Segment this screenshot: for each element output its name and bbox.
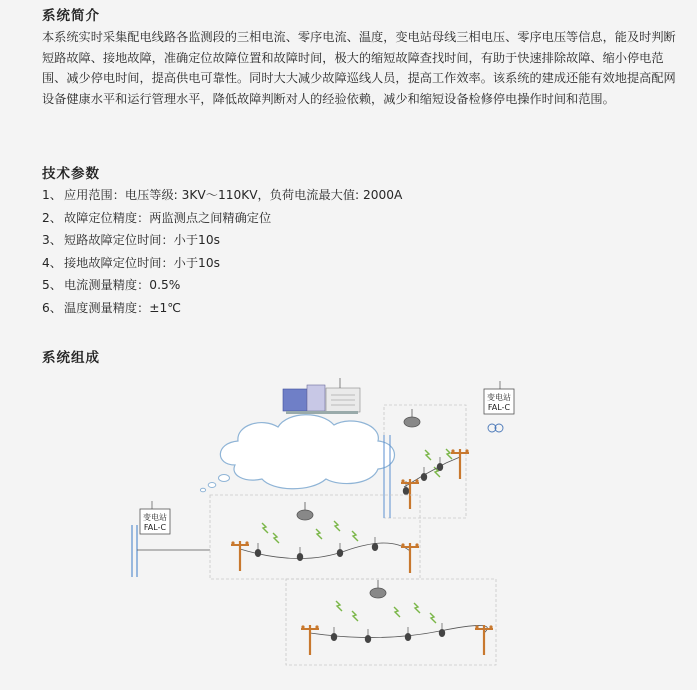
- list-item: 1、 应用范围：电压等级: 3KV～110KV，负荷电流最大值: 2000A: [42, 188, 403, 202]
- substation-right-model: FAL-C: [487, 403, 511, 412]
- cloud-network-icon: [200, 415, 394, 492]
- system-diagram: [0, 375, 697, 690]
- composition-heading: 系统组成: [42, 350, 100, 366]
- substation-right-name: 变电站: [487, 393, 511, 402]
- list-item: 5、 电流测量精度：0.5%: [42, 278, 181, 293]
- section-frame-right: [384, 405, 466, 518]
- intro-paragraph: 本系统实时采集配电线路各监测段的三相电流、零序电流、温度，变电站母线三相电压、零序电压等信息，能及时判断短路故障、接地故障，准确定位故障位置和故障时间，极大的缩短故障查找时间，有助于快速排除故障、缩小停电范围、减少停电时间，提高供电可靠性。同时大大减少故障巡线人员，提高工作效率。该系统的建成还能有效地提高配网设备健康水平和运行管理水平，降低故障判断对人的经验依赖，减少和缩短设备检修停电操作时间和范围。: [42, 30, 676, 106]
- section-frame-middle: [210, 495, 420, 579]
- list-item: 2、 故障定位精度：两监测点之间精确定位: [42, 210, 272, 225]
- list-item: 3、 短路故障定位时间：小于10s: [42, 233, 220, 248]
- params-heading: 技术参数: [42, 166, 100, 182]
- section-frame-bottom: [286, 579, 496, 665]
- list-item: 6、 温度测量精度：±1℃: [42, 300, 181, 315]
- params-list: [42, 184, 402, 320]
- substation-right: [484, 381, 514, 432]
- substation-left: [132, 501, 210, 577]
- substation-left-name: 变电站: [143, 513, 167, 522]
- intro-heading: 系统简介: [42, 8, 100, 24]
- list-item: 4、 接地故障定位时间：小于10s: [42, 255, 220, 270]
- substation-left-model: FAL-C: [143, 523, 167, 532]
- monitoring-center-icon: [283, 378, 360, 414]
